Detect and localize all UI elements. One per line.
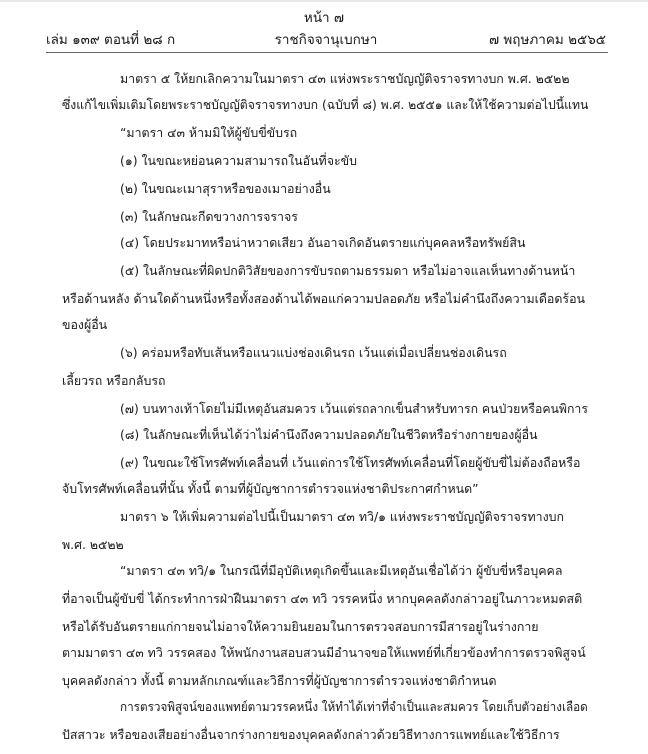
body-line: บุคคลดังกล่าว ทั้งนี้ ตามหลักเกณฑ์และวิธีการที่ผู้บัญชาการตำรวจแห่งชาติกำหนด <box>62 673 497 688</box>
body-line: (๘) ในลักษณะที่เห็นได้ว่าไม่คำนึงถึงความปลอดภัยในชีวิตหรือร่างกายของผู้อื่น <box>120 427 538 442</box>
body-line: (๒) ในขณะเมาสุราหรือของเมาอย่างอื่น <box>120 181 331 196</box>
body-line: (๔) โดยประมาทหรือน่าหวาดเสียว อันอาจเกิดอันตรายแก่บุคคลหรือทรัพย์สิน <box>120 235 526 250</box>
publication-date: ๗ พฤษภาคม ๒๕๖๕ <box>488 32 606 48</box>
body-line: การตรวจพิสูจน์ของแพทย์ตามวรรคหนึ่ง ให้ทำได้เท่าที่จำเป็นและสมควร โดยเก็บตัวอย่างเลือด <box>120 699 588 714</box>
header-divider <box>46 52 608 53</box>
body-line: (๗) บนทางเท้าโดยไม่มีเหตุอันสมควร เว้นแต่รถลากเข็นสำหรับทารก คนป่วยหรือคนพิการ <box>120 401 588 416</box>
body-line: พ.ศ. ๒๕๒๒ <box>62 537 124 552</box>
body-line: ตามมาตรา ๔๓ ทวิ วรรคสอง ให้พนักงานสอบสวนมีอำนาจขอให้แพทย์ที่เกี่ยวข้องทำการตรวจพิสูจน์ <box>62 645 586 660</box>
body-line: (๙) ในขณะใช้โทรศัพท์เคลื่อนที่ เว้นแต่การใช้โทรศัพท์เคลื่อนที่โดยผู้ขับขี่ไม่ต้องถือหรือ <box>120 455 581 470</box>
volume-issue: เล่ม ๑๓๙ ตอนที่ ๒๘ ก <box>46 32 176 48</box>
body-line: “มาตรา ๔๓ ทวิ/๑ ในกรณีที่มีอุบัติเหตุเกิดขึ้นและมีเหตุอันเชื่อได้ว่า ผู้ขับขี่หรือบุคคล <box>120 563 563 578</box>
body-line: หรือได้รับอันตรายแก่กายจนไม่อาจให้ความยินยอมในการตรวจสอบการมีสารอยู่ในร่างกาย <box>62 619 539 634</box>
body-line: (๑) ในขณะหย่อนความสามารถในอันที่จะขับ <box>120 153 357 168</box>
body-line: (๖) คร่อมหรือทับเส้นหรือแนวแบ่งช่องเดินรถ เว้นแต่เมื่อเปลี่ยนช่องเดินรถ <box>120 345 507 360</box>
body-line: (๕) ในลักษณะที่ผิดปกติวิสัยของการขับรถตามธรรมดา หรือไม่อาจแลเห็นทางด้านหน้า <box>120 263 576 278</box>
body-line: ที่อาจเป็นผู้ขับขี่ ได้กระทำการฝ่าฝืนมาตรา ๔๓ ทวิ วรรคหนึ่ง หากบุคคลดังกล่าวอยู่ในภาวะหมดสติ <box>62 591 583 606</box>
body-line: “มาตรา ๔๓ ห้ามมิให้ผู้ขับขี่ขับรถ <box>120 125 298 140</box>
body-line: ของผู้อื่น <box>62 317 108 332</box>
body-line: ซึ่งแก้ไขเพิ่มเติมโดยพระราชบัญญัติจราจรทางบก (ฉบับที่ ๘) พ.ศ. ๒๕๕๑ และให้ใช้ความต่อไปนี้แทน <box>62 97 589 112</box>
page-header <box>46 28 606 48</box>
top-border <box>0 0 648 2</box>
body-line: มาตรา ๖ ให้เพิ่มความต่อไปนี้เป็นมาตรา ๔๓ ทวิ/๑ แห่งพระราชบัญญัติจราจรทางบก <box>120 509 564 524</box>
body-line: เลี้ยวรถ หรือกลับรถ <box>62 373 166 388</box>
body-line: หรือด้านหลัง ด้านใดด้านหนึ่งหรือทั้งสองด้านได้พอแก่ความปลอดภัย หรือไม่คำนึงถึงความเดือดร้อน <box>62 291 585 306</box>
body-line: มาตรา ๕ ให้ยกเลิกความในมาตรา ๔๓ แห่งพระราชบัญญัติจราจรทางบก พ.ศ. ๒๕๒๒ <box>120 71 570 86</box>
body-line: (๓) ในลักษณะกีดขวางการจราจร <box>120 209 298 224</box>
page-number: หน้า ๗ <box>303 10 345 26</box>
gazette-title: ราชกิจจานุเบกษา <box>274 32 378 48</box>
body-line: ปัสสาวะ หรือของเสียอย่างอื่นจากร่างกายของบุคคลดังกล่าวด้วยวิธีทางการแพทย์และใช้วิธีการ <box>62 727 560 742</box>
body-line: จับโทรศัพท์เคลื่อนที่นั้น ทั้งนี้ ตามที่ผู้บัญชาการตำรวจแห่งชาติประกาศกำหนด” <box>62 481 479 496</box>
